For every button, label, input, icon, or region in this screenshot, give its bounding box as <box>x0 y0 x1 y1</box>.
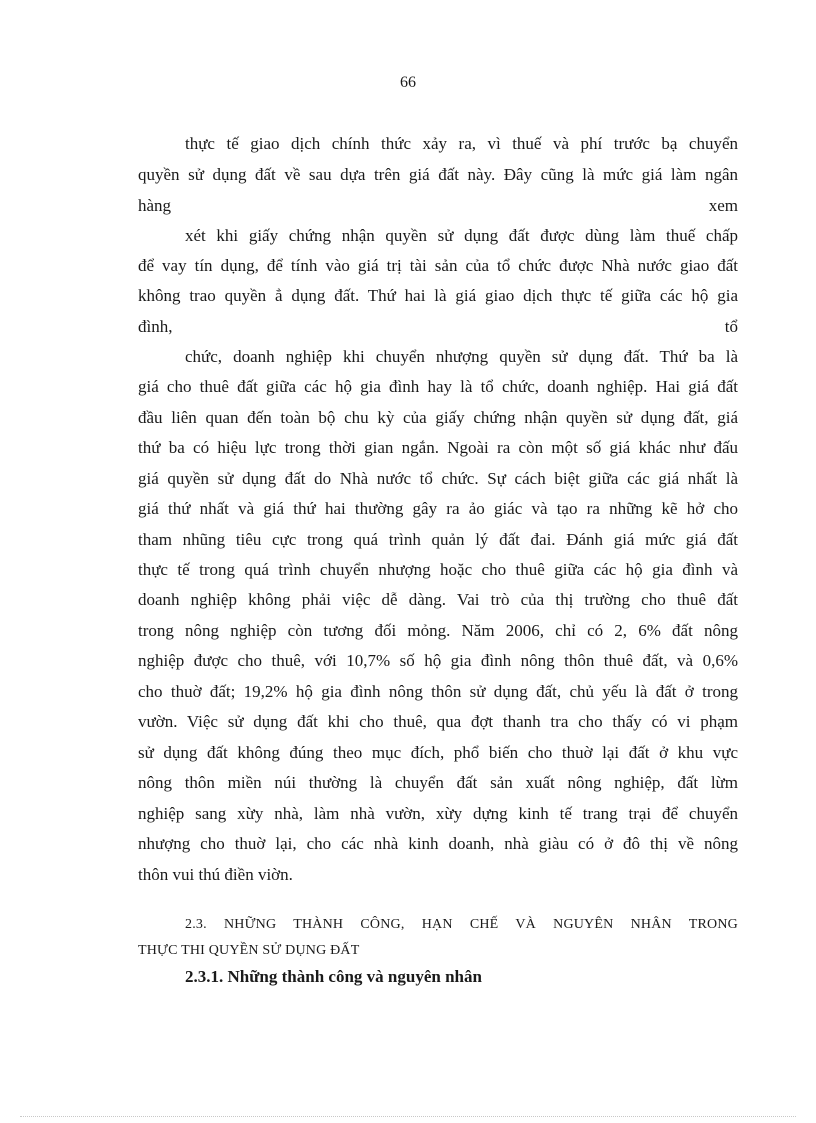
text-line: thôn vui thú điền viờn. <box>138 865 293 884</box>
text-line: trong nông nghiệp còn tương đối mỏng. Năm 2006, chỉ có 2, 6% đất nông <box>138 621 738 640</box>
page-number: 66 <box>400 74 416 91</box>
text-line: cho thuờ đất; 19,2% hộ gia đình nông thôn sử dụng đất, chủ yếu là đất ở trong <box>138 682 738 701</box>
text-line: thực tế trong quá trình chuyển nhượng hoặc cho thuê giữa các hộ gia đình và <box>138 560 738 579</box>
text-line: thực tế giao dịch chính thức xảy ra, vì thuế và phí trước bạ chuyển <box>185 134 738 153</box>
text-line: thứ ba có hiệu lực trong thời gian ngắn. Ngoài ra còn một số giá khác như đấu <box>138 438 738 457</box>
text-line: nghiệp được cho thuê, với 10,7% số hộ gia đình nông thôn thuê đất, và 0,6% <box>138 651 738 670</box>
section-heading-line: 2.3. NHỮNG THÀNH CÔNG, HẠN CHẾ VÀ NGUYÊN NHÂN TRONG <box>185 917 738 932</box>
text-line: nhượng cho thuờ lại, cho các nhà kinh doanh, nhà giàu có ở đô thị về nông <box>138 834 738 853</box>
text-line: quyền sử dụng đất về sau dựa trên giá đất này. Đây cũng là mức giá làm ngân <box>138 165 738 184</box>
text-line: nghiệp sang xừy nhà, làm nhà vườn, xừy dựng kinh tế trang trại để chuyển <box>138 804 738 823</box>
text-line: xét khi giấy chứng nhận quyền sử dụng đất được dùng làm thuế chấp <box>185 226 738 245</box>
text-line: vườn. Việc sử dụng đất khi cho thuê, qua đợt thanh tra cho thấy có vi phạm <box>138 712 738 731</box>
page-bottom-rule <box>20 1116 796 1117</box>
text-line: đầu liên quan đến toàn bộ chu kỳ của giấy chứng nhận quyền sử dụng đất, giá <box>138 408 738 427</box>
text-line: không trao quyền ẳ dụng đất. Thứ hai là giá giao dịch thực tế giữa các hộ gia <box>138 286 738 305</box>
text-line: để vay tín dụng, để tính vào giá trị tài sản của tổ chức được Nhà nước giao đất <box>138 256 738 275</box>
text-line: nông thôn miền núi thường là chuyển đất sản xuất nông nghiệp, đất lừm <box>138 773 738 792</box>
text-line: doanh nghiệp không phải việc dễ dàng. Vai trò của thị trường cho thuê đất <box>138 590 738 609</box>
text-line: giá thứ nhất và giá thứ hai thường gây ra ảo giác và tạo ra những kẽ hở cho <box>138 499 738 518</box>
subsection-heading: 2.3.1. Những thành công và nguyên nhân <box>185 967 482 986</box>
text-line: giá cho thuê đất giữa các hộ gia đình hay là tổ chức, doanh nghiệp. Hai giá đất <box>138 377 738 396</box>
text-line: tham nhũng tiêu cực trong quá trình quản lý đất đai. Đánh giá mức giá đất <box>138 530 738 549</box>
text-line: chức, doanh nghiệp khi chuyển nhượng quyền sử dụng đất. Thứ ba là <box>185 347 738 366</box>
text-line: giá quyền sử dụng đất do Nhà nước tổ chức. Sự cách biệt giữa các giá nhất là <box>138 469 738 488</box>
text-line: đình, tổ <box>138 317 738 336</box>
text-line: hàng xem <box>138 196 738 215</box>
text-line: sử dụng đất không đúng theo mục đích, phổ biến cho thuờ lại đất ở khu vực <box>138 743 738 762</box>
section-heading-line: THỰC THI QUYỀN SỬ DỤNG ĐẤT <box>138 943 360 958</box>
